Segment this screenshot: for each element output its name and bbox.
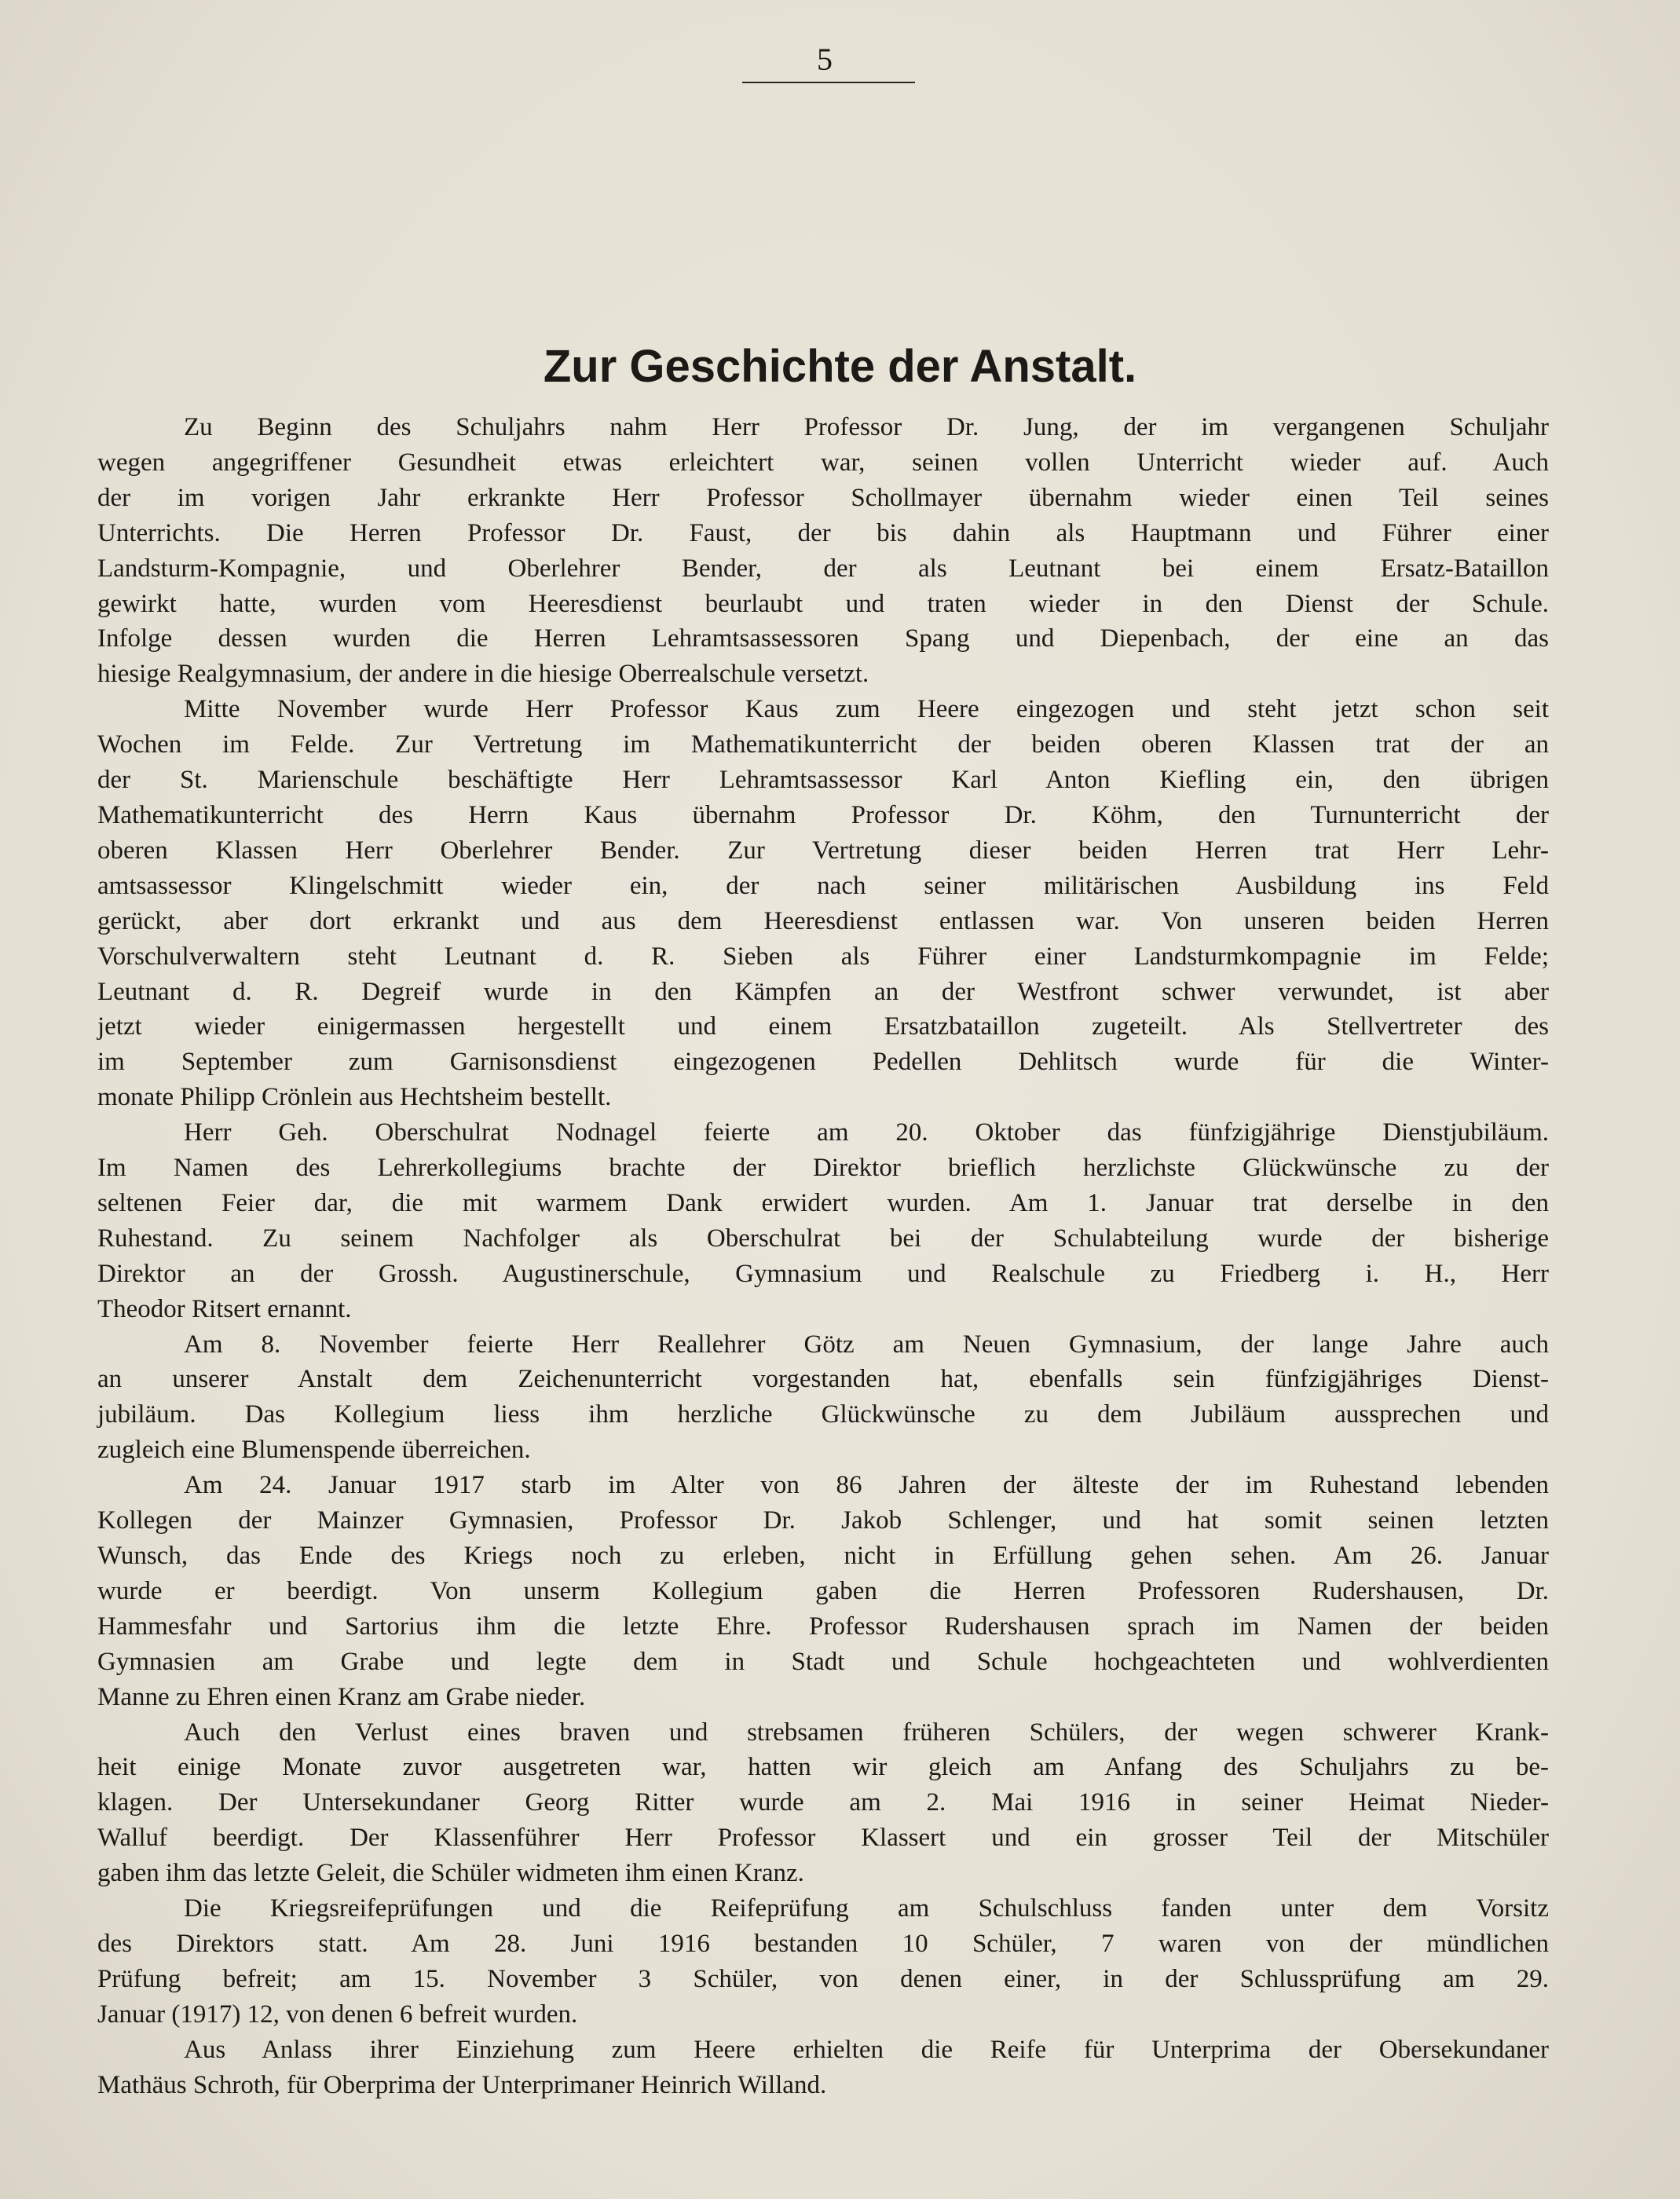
text-line: gewirkt hatte, wurden vom Heeresdienst beurlaubt und traten wieder in den Dienst der Schule. bbox=[97, 589, 1549, 618]
text-line: heit einige Monate zuvor ausgetreten war, hatten wir gleich am Anfang des Schuljahrs zu be- bbox=[97, 1753, 1549, 1782]
text-line: Mathäus Schroth, für Oberprima der Unterprimaner Heinrich Willand. bbox=[97, 2070, 827, 2099]
text-line: jetzt wieder einigermassen hergestellt und einem Ersatzbataillon zugeteilt. Als Stellvertreter des bbox=[97, 1012, 1549, 1041]
text-line: jubiläum. Das Kollegium liess ihm herzliche Glückwünsche zu dem Jubiläum aussprechen und bbox=[97, 1400, 1549, 1429]
text-line: amtsassessor Klingelschmitt wieder ein, der nach seiner militärischen Ausbildung ins Feld bbox=[97, 871, 1549, 900]
text-line: monate Philipp Crönlein aus Hechtsheim bestellt. bbox=[97, 1083, 612, 1112]
text-line: an unserer Anstalt dem Zeichenunterricht vorgestanden hat, ebenfalls sein fünfzigjähriges Dienst- bbox=[97, 1365, 1549, 1394]
text-line: des Direktors statt. Am 28. Juni 1916 bestanden 10 Schüler, 7 waren von der mündlichen bbox=[97, 1929, 1549, 1958]
text-line: Am 8. November feierte Herr Reallehrer Götz am Neuen Gymnasium, der lange Jahre auch bbox=[184, 1330, 1549, 1359]
text-line: Am 24. Januar 1917 starb im Alter von 86 Jahren der älteste der im Ruhestand lebenden bbox=[184, 1471, 1549, 1500]
text-line: Wunsch, das Ende des Kriegs noch zu erleben, nicht in Erfüllung gehen sehen. Am 26. Januar bbox=[97, 1542, 1549, 1570]
paragraph bbox=[97, 1468, 1549, 1714]
text-line: gerückt, aber dort erkrankt und aus dem Heeresdienst entlassen war. Von unseren beiden Herren bbox=[97, 906, 1549, 935]
text-line: oberen Klassen Herr Oberlehrer Bender. Zur Vertretung dieser beiden Herren trat Herr Lehr- bbox=[97, 836, 1549, 865]
text-line: Herr Geh. Oberschulrat Nodnagel feierte am 20. Oktober das fünfzigjährige Dienstjubiläum. bbox=[184, 1118, 1549, 1147]
text-line: Infolge dessen wurden die Herren Lehramtsassessoren Spang und Diepenbach, der eine an das bbox=[97, 624, 1549, 653]
paragraph bbox=[97, 692, 1549, 1115]
paragraph bbox=[97, 1891, 1549, 2033]
text-line: Wochen im Felde. Zur Vertretung im Mathematikunterricht der beiden oberen Klassen trat der an bbox=[97, 730, 1549, 759]
text-line: zugleich eine Blumenspende überreichen. bbox=[97, 1436, 531, 1465]
paragraph bbox=[97, 1115, 1549, 1326]
text-line: Kollegen der Mainzer Gymnasien, Professor Dr. Jakob Schlenger, und hat somit seinen letzten bbox=[97, 1506, 1549, 1535]
text-line: Im Namen des Lehrerkollegiums brachte der Direktor brieflich herzlichste Glückwünsche zu der bbox=[97, 1154, 1549, 1183]
text-line: Theodor Ritsert ernannt. bbox=[97, 1294, 352, 1323]
text-line: Gymnasien am Grabe und legte dem in Stadt und Schule hochgeachteten und wohlverdienten bbox=[97, 1647, 1549, 1676]
text-line: wurde er beerdigt. Von unserm Kollegium gaben die Herren Professoren Rudershausen, Dr. bbox=[97, 1576, 1549, 1605]
text-line: Leutnant d. R. Degreif wurde in den Kämpfen an der Westfront schwer verwundet, ist aber bbox=[97, 977, 1549, 1006]
article-body bbox=[97, 410, 1549, 2103]
text-line: Ruhestand. Zu seinem Nachfolger als Oberschulrat bei der Schulabteilung wurde der bisherige bbox=[97, 1224, 1549, 1253]
text-line: im September zum Garnisonsdienst eingezogenen Pedellen Dehlitsch wurde für die Winter- bbox=[97, 1048, 1549, 1077]
paragraph bbox=[97, 410, 1549, 692]
text-line: Januar (1917) 12, von denen 6 befreit wurden. bbox=[97, 2000, 578, 2029]
text-line: Manne zu Ehren einen Kranz am Grabe nieder. bbox=[97, 1682, 586, 1711]
text-line: wegen angegriffener Gesundheit etwas erleichtert war, seinen vollen Unterricht wieder auf. Auch bbox=[97, 448, 1549, 477]
text-line: Zu Beginn des Schuljahrs nahm Herr Professor Dr. Jung, der im vergangenen Schuljahr bbox=[184, 413, 1549, 441]
text-line: Vorschulverwaltern steht Leutnant d. R. Sieben als Führer einer Landsturmkompagnie im Felde; bbox=[97, 942, 1549, 971]
page-number: 5 bbox=[817, 42, 833, 77]
paragraph bbox=[97, 2033, 1549, 2103]
text-line: Prüfung befreit; am 15. November 3 Schüler, von denen einer, in der Schlussprüfung am 29. bbox=[97, 1964, 1549, 1993]
page-number-rule bbox=[742, 82, 915, 83]
text-line: Mitte November wurde Herr Professor Kaus zum Heere eingezogen und steht jetzt schon seit bbox=[184, 695, 1549, 724]
page-title: Zur Geschichte der Anstalt. bbox=[543, 341, 1137, 392]
text-line: Walluf beerdigt. Der Klassenführer Herr Professor Klassert und ein grosser Teil der Mitschüler bbox=[97, 1824, 1549, 1853]
paragraph bbox=[97, 1715, 1549, 1892]
text-line: Die Kriegsreifeprüfungen und die Reifeprüfung am Schulschluss fanden unter dem Vorsitz bbox=[184, 1894, 1549, 1923]
text-line: klagen. Der Untersekundaner Georg Ritter wurde am 2. Mai 1916 in seiner Heimat Nieder- bbox=[97, 1788, 1549, 1817]
text-line: hiesige Realgymnasium, der andere in die hiesige Oberrealschule versetzt. bbox=[97, 660, 869, 689]
text-line: Direktor an der Grossh. Augustinerschule, Gymnasium und Realschule zu Friedberg i. H., Herr bbox=[97, 1259, 1549, 1288]
text-line: Aus Anlass ihrer Einziehung zum Heere erhielten die Reife für Unterprima der Obersekundaner bbox=[184, 2035, 1549, 2064]
text-line: Unterrichts. Die Herren Professor Dr. Faust, der bis dahin als Hauptmann und Führer einer bbox=[97, 518, 1549, 547]
text-line: der St. Marienschule beschäftigte Herr Lehramtsassessor Karl Anton Kiefling ein, den übrigen bbox=[97, 766, 1549, 795]
text-line: gaben ihm das letzte Geleit, die Schüler widmeten ihm einen Kranz. bbox=[97, 1859, 804, 1888]
text-line: Hammesfahr und Sartorius ihm die letzte Ehre. Professor Rudershausen sprach im Namen der beiden bbox=[97, 1612, 1549, 1641]
text-line: der im vorigen Jahr erkrankte Herr Professor Schollmayer übernahm wieder einen Teil seines bbox=[97, 483, 1549, 512]
paragraph bbox=[97, 1327, 1549, 1469]
text-line: Auch den Verlust eines braven und strebsamen früheren Schülers, der wegen schwerer Krank- bbox=[184, 1718, 1549, 1747]
text-line: seltenen Feier dar, die mit warmem Dank erwidert wurden. Am 1. Januar trat derselbe in den bbox=[97, 1188, 1549, 1217]
text-line: Mathematikunterricht des Herrn Kaus übernahm Professor Dr. Köhm, den Turnunterricht der bbox=[97, 800, 1549, 829]
text-line: Landsturm-Kompagnie, und Oberlehrer Bender, der als Leutnant bei einem Ersatz-Bataillon bbox=[97, 554, 1549, 583]
